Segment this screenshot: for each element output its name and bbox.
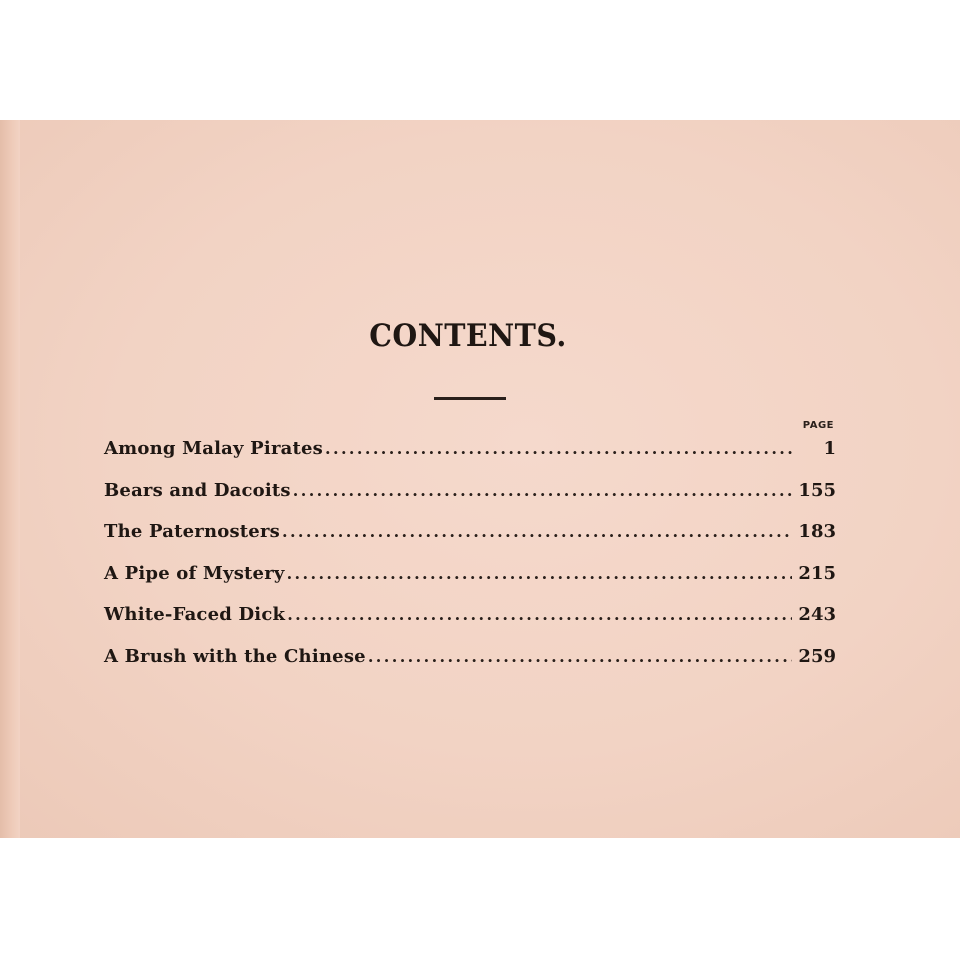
toc-entry bbox=[104, 521, 836, 563]
toc-entry-page: 215 bbox=[798, 562, 836, 584]
dot-leader bbox=[282, 522, 792, 541]
toc-entry-title: Among Malay Pirates bbox=[104, 438, 323, 459]
table-of-contents bbox=[104, 438, 836, 687]
toc-entry bbox=[104, 438, 836, 480]
page-column-label: PAGE bbox=[802, 420, 834, 431]
toc-entry bbox=[104, 563, 836, 605]
dot-leader bbox=[287, 564, 793, 583]
dot-leader bbox=[325, 439, 796, 458]
toc-entry-title: A Brush with the Chinese bbox=[104, 645, 366, 667]
toc-entry bbox=[104, 604, 836, 646]
toc-entry-page: 259 bbox=[798, 645, 836, 667]
toc-entry-title: The Paternosters bbox=[104, 521, 280, 542]
toc-entry-page: 1 bbox=[823, 438, 836, 459]
toc-entry-page: 183 bbox=[798, 521, 836, 542]
dot-leader bbox=[293, 481, 793, 500]
contents-heading: CONTENTS. bbox=[369, 318, 567, 354]
toc-entry bbox=[104, 480, 836, 522]
toc-entry-title: Bears and Dacoits bbox=[104, 479, 291, 501]
dot-leader bbox=[368, 647, 793, 666]
toc-entry-title: White-Faced Dick bbox=[104, 604, 286, 625]
dot-leader bbox=[287, 605, 792, 624]
toc-entry bbox=[104, 646, 836, 688]
toc-entry-page: 243 bbox=[798, 604, 836, 625]
page-edge bbox=[0, 120, 20, 838]
heading-rule bbox=[434, 397, 506, 400]
toc-entry-page: 155 bbox=[798, 479, 836, 501]
book-page-photo bbox=[0, 120, 960, 838]
toc-entry-title: A Pipe of Mystery bbox=[104, 562, 285, 584]
